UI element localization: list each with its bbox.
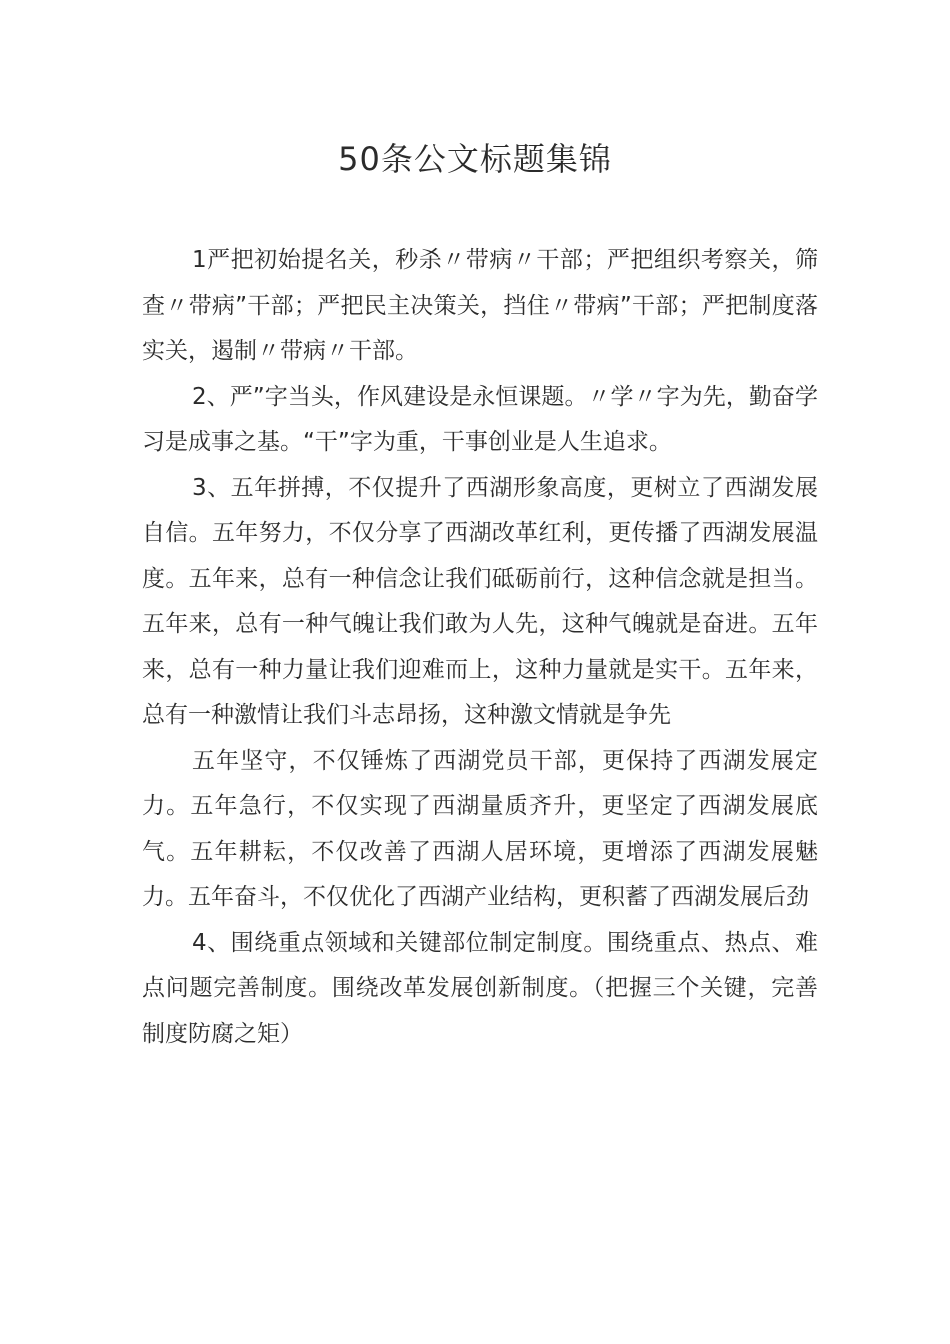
paragraph-4: 五年坚守，不仅锤炼了西湖党员干部，更保持了西湖发展定力。五年急行，不仅实现了西湖量质齐升，更坚定了西湖发展底气。五年耕耘，不仅改善了西湖人居环境，更增添了西湖发展魅力。五年奋斗，不仅优化了西湖产业结构，更积蓄了西湖发展后劲 — [142, 747, 818, 910]
paragraph-5: 4、围绕重点领域和关键部位制定制度。围绕重点、热点、难点问题完善制度。围绕改革发展创新制度。（把握三个关键，完善制度防腐之矩） — [142, 929, 818, 1047]
paragraph-3: 3、五年拼搏，不仅提升了西湖形象高度，更树立了西湖发展自信。五年努力，不仅分享了西湖改革红利，更传播了西湖发展温度。五年来，总有一种信念让我们砥砺前行，这种信念就是担当。五年来，总有一种气魄让我们敢为人先，这种气魄就是奋进。五年来，总有一种力量让我们迎难而上，这种力量就是实干。五年来，总有一种激情让我们斗志昂扬，这种激文情就是争先 — [142, 474, 818, 728]
document-title: 50条公文标题集锦 — [338, 140, 612, 178]
document-body — [142, 238, 818, 1057]
paragraph-1: 1严把初始提名关，秒杀〃带病〃干部；严把组织考察关，筛查〃带病”干部；严把民主决策关，挡住〃带病”干部；严把制度落实关，遏制〃带病〃干部。 — [142, 247, 818, 364]
paragraph-2: 2、严”字当头，作风建设是永恒课题。〃学〃字为先，勤奋学习是成事之基。“干”字为重，干事创业是人生追求。 — [142, 383, 818, 455]
